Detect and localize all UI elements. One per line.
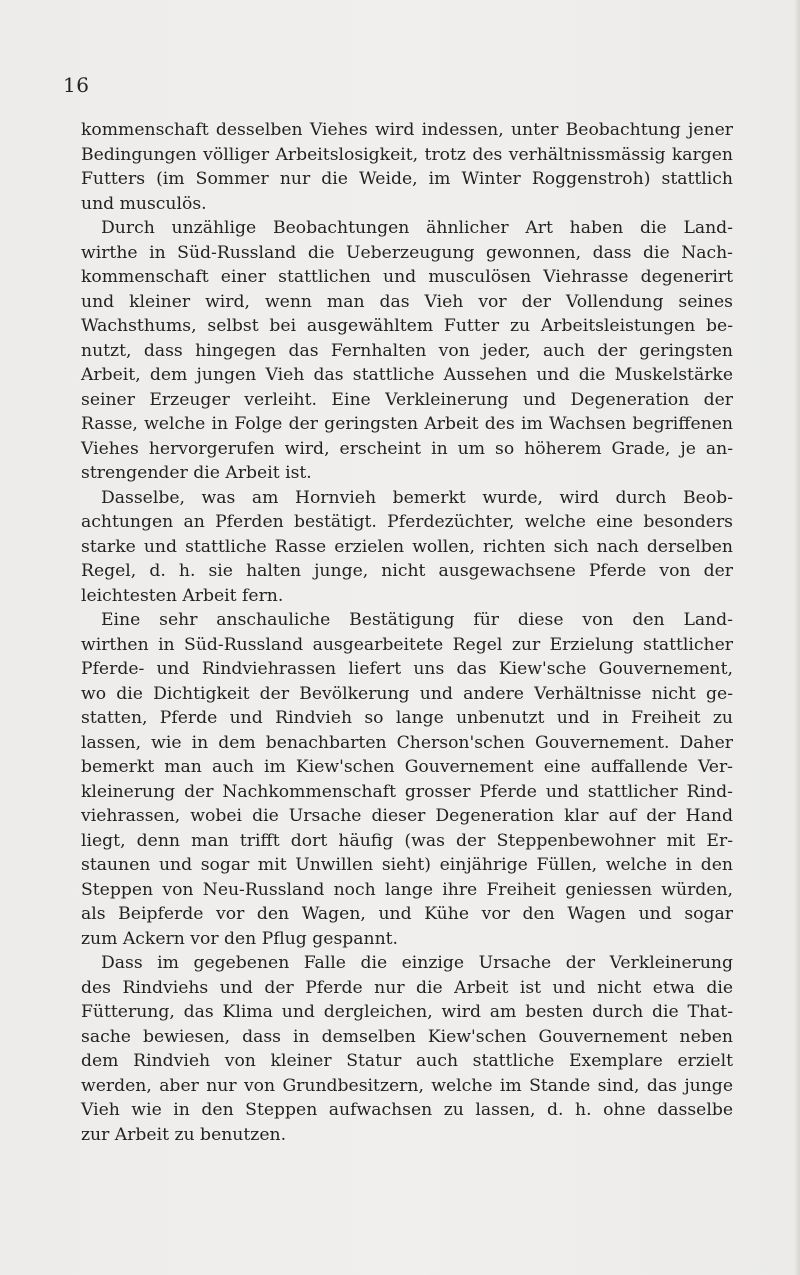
paragraph xyxy=(81,951,733,1147)
text-line: kommenschaft einer stattlichen und musculösen Viehrasse degenerirt xyxy=(81,267,733,287)
text-line: werden, aber nur von Grundbesitzern, welche im Stande sind, das junge xyxy=(81,1075,733,1096)
text-line: zur Arbeit zu benutzen. xyxy=(81,1124,287,1145)
text-line: Viehes hervorgerufen wird, erscheint in um so höherem Grade, je an- xyxy=(81,438,733,459)
text-line: Wachsthums, selbst bei ausgewähltem Futter zu Arbeitsleistungen be- xyxy=(81,316,733,336)
text-line: als Beipferde vor den Wagen, und Kühe vor den Wagen und sogar xyxy=(81,904,733,924)
body-text xyxy=(81,118,733,1147)
text-line: viehrassen, wobei die Ursache dieser Degeneration klar auf der Hand xyxy=(81,806,733,826)
text-line: achtungen an Pferden bestätigt. Pferdezüchter, welche eine besonders xyxy=(81,512,733,532)
text-line: Bedingungen völliger Arbeitslosigkeit, trotz des verhältnissmässig kargen xyxy=(81,144,733,165)
text-line: und musculös. xyxy=(81,193,207,214)
text-line: Arbeit, dem jungen Vieh das stattliche Aussehen und die Muskelstärke xyxy=(81,365,733,385)
text-line: des Rindviehs und der Pferde nur die Arbeit ist und nicht etwa die xyxy=(81,977,733,998)
text-line: zum Ackern vor den Pflug gespannt. xyxy=(81,928,399,949)
text-line: seiner Erzeuger verleiht. Eine Verkleinerung und Degeneration der xyxy=(81,389,733,410)
text-line: Eine sehr anschauliche Bestätigung für diese von den Land- xyxy=(101,610,733,630)
text-line: starke und stattliche Rasse erzielen wollen, richten sich nach derselben xyxy=(81,536,733,557)
text-line: wo die Dichtigkeit der Bevölkerung und andere Verhältnisse nicht ge- xyxy=(81,683,733,704)
text-line: sache bewiesen, dass in demselben Kiew'schen Gouvernement neben xyxy=(81,1026,733,1047)
text-line: kleinerung der Nachkommenschaft grosser Pferde und stattlicher Rind- xyxy=(81,781,733,802)
page-edge-shadow xyxy=(794,0,800,1275)
text-line: kommenschaft desselben Viehes wird indessen, unter Beobachtung jener xyxy=(81,120,733,140)
text-line: Futters (im Sommer nur die Weide, im Winter Roggenstroh) stattlich xyxy=(81,169,733,189)
text-line: staunen und sogar mit Unwillen sieht) einjährige Füllen, welche in den xyxy=(81,855,733,875)
page-number: 16 xyxy=(63,73,90,97)
text-line: Durch unzählige Beobachtungen ähnlicher Art haben die Land- xyxy=(101,218,733,238)
paragraph xyxy=(81,608,733,951)
paragraph xyxy=(81,118,733,216)
text-line: Pferde- und Rindviehrassen liefert uns das Kiew'sche Gouvernement, xyxy=(81,659,733,679)
text-line: Rasse, welche in Folge der geringsten Arbeit des im Wachsen begriffenen xyxy=(81,414,733,434)
text-line: Dass im gegebenen Falle die einzige Ursache der Verkleinerung xyxy=(101,953,733,973)
text-line: leichtesten Arbeit fern. xyxy=(81,585,284,606)
text-line: Regel, d. h. sie halten junge, nicht ausgewachsene Pferde von der xyxy=(81,561,733,581)
text-line: bemerkt man auch im Kiew'schen Gouvernement eine auffallende Ver- xyxy=(81,757,733,777)
text-line: Fütterung, das Klima und dergleichen, wird am besten durch die That- xyxy=(81,1002,733,1022)
text-line: dem Rindvieh von kleiner Statur auch stattliche Exemplare erzielt xyxy=(81,1051,733,1071)
text-line: lassen, wie in dem benachbarten Cherson'schen Gouvernement. Daher xyxy=(81,732,733,753)
text-line: statten, Pferde und Rindvieh so lange unbenutzt und in Freiheit zu xyxy=(81,708,733,728)
paragraph xyxy=(81,486,733,609)
text-line: liegt, denn man trifft dort häufig (was der Steppenbewohner mit Er- xyxy=(81,830,733,851)
text-line: strengender die Arbeit ist. xyxy=(81,463,312,483)
paragraph xyxy=(81,216,733,486)
text-line: wirthe in Süd-Russland die Ueberzeugung gewonnen, dass die Nach- xyxy=(81,242,733,263)
text-line: Steppen von Neu-Russland noch lange ihre Freiheit geniessen würden, xyxy=(81,879,733,900)
text-line: Dasselbe, was am Hornvieh bemerkt wurde, wird durch Beob- xyxy=(101,487,733,508)
text-line: Vieh wie in den Steppen aufwachsen zu lassen, d. h. ohne dasselbe xyxy=(81,1100,733,1120)
text-line: nutzt, dass hingegen das Fernhalten von jeder, auch der geringsten xyxy=(81,340,733,361)
text-line: und kleiner wird, wenn man das Vieh vor der Vollendung seines xyxy=(81,291,733,312)
text-line: wirthen in Süd-Russland ausgearbeitete Regel zur Erzielung stattlicher xyxy=(81,634,733,655)
